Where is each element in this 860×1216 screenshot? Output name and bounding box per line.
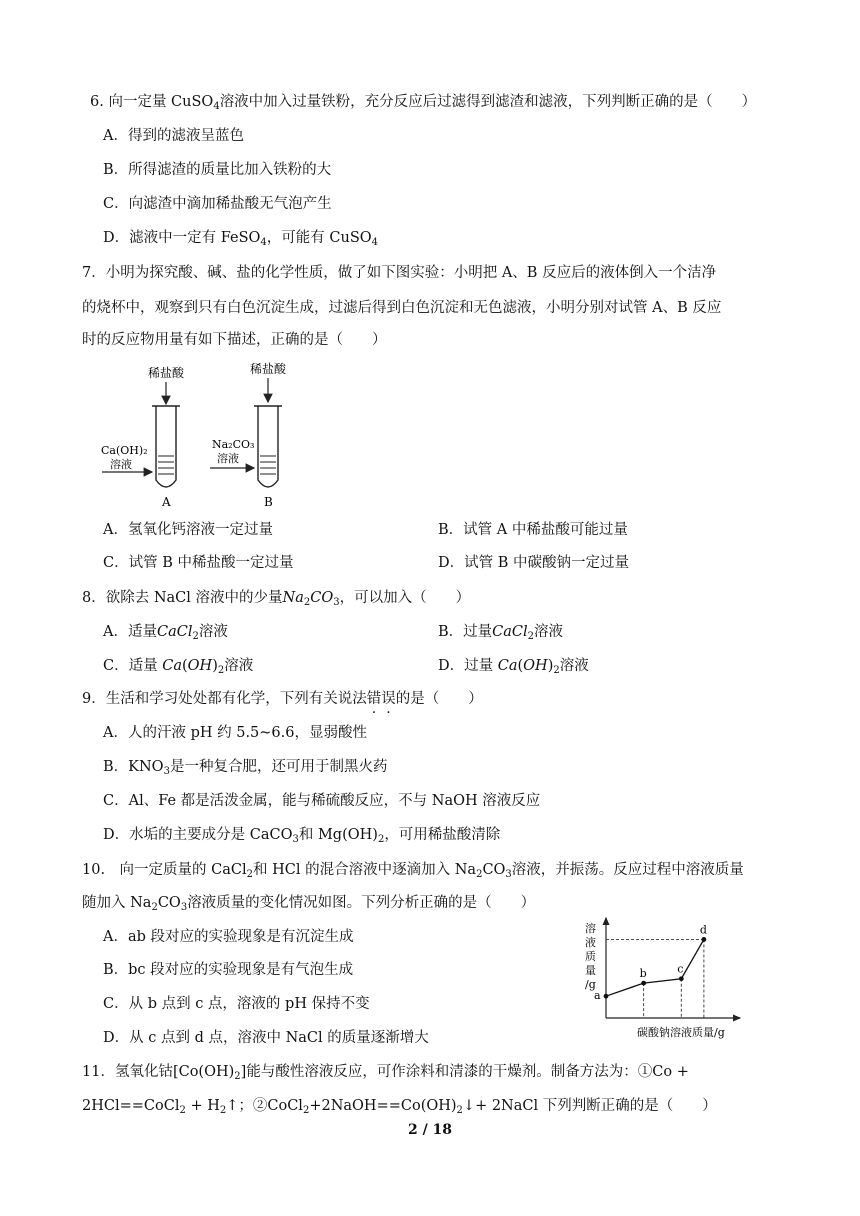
chart-point-b — [641, 981, 646, 986]
chart-point-label-c: c — [677, 962, 684, 976]
tube-b-acid-label: 稀盐酸 — [250, 362, 287, 376]
q9-option-c[interactable]: C．Al、Fe 都是活泼金属，能与稀硫酸反应，不与 NaOH 溶液反应 — [103, 793, 541, 809]
q7-option-b[interactable]: B．试管 A 中稀盐酸可能过量 — [438, 522, 628, 538]
page-number: 2 / 18 — [407, 1122, 453, 1138]
chart-point-label-b: b — [639, 967, 647, 981]
chart-point-label-d: d — [699, 923, 707, 937]
chart-ylabel-3: 质 — [585, 950, 596, 963]
q7-stem-line-3: 时的反应物用量有如下描述，正确的是（ ） — [82, 332, 387, 348]
q7-stem-line-2: 的烧杯中，观察到只有白色沉淀生成，过滤后得到白色沉淀和无色滤液，小明分别对试管 A、B 反应 — [82, 300, 722, 316]
q8-option-d[interactable]: D．过量 $Ca(OH)_2$溶液 — [438, 658, 589, 676]
chart-point-d — [701, 937, 706, 942]
chart-series-line — [606, 939, 704, 996]
q8-option-c[interactable]: C．适量 $Ca(OH)_2$溶液 — [103, 658, 254, 676]
chart-ylabel-5: /g — [585, 978, 596, 991]
q10-option-d[interactable]: D．从 c 点到 d 点，溶液中 NaCl 的质量逐渐增大 — [103, 1030, 429, 1046]
q10-option-c[interactable]: C．从 b 点到 c 点，溶液的 pH 保持不变 — [103, 996, 370, 1012]
q8-stem: 8．欲除去 NaCl 溶液中的少量$Na_2CO_3$，可以加入（ ） — [82, 590, 471, 608]
q6-option-b[interactable]: B．所得滤渣的质量比加入铁粉的大 — [103, 162, 332, 178]
tube-a-reagent-label-2: 溶液 — [110, 458, 132, 471]
q11-stem-line-1: 11．氢氧化钴$[Co(OH)_2]$能与酸性溶液反应，可作涂料和清漆的干燥剂。制备方法为：①Co + — [82, 1064, 689, 1082]
tube-a-acid-label: 稀盐酸 — [148, 366, 185, 380]
chart-ylabel-1: 溶 — [585, 922, 596, 935]
q6-option-d[interactable]: D．滤液中一定有 FeSO$_4$，可能有 CuSO$_4$ — [103, 230, 379, 248]
q9-option-a[interactable]: A．人的汗液 pH 约 5.5~6.6，显弱酸性 — [103, 725, 367, 741]
chart-ylabel-2: 液 — [585, 936, 596, 949]
q6-option-a[interactable]: A．得到的滤液呈蓝色 — [103, 128, 244, 144]
test-tube-b — [254, 406, 282, 487]
q7-option-c[interactable]: C．试管 B 中稀盐酸一定过量 — [103, 555, 294, 571]
q6-option-c[interactable]: C．向滤渣中滴加稀盐酸无气泡产生 — [103, 196, 332, 212]
tube-b-reagent-label-2: 溶液 — [217, 452, 239, 465]
q10-stem-line-2: 随加入 $Na_2CO_3$溶液质量的变化情况如图。下列分析正确的是（ ） — [82, 895, 536, 913]
chart-point-c — [679, 976, 684, 981]
tube-a-reagent-label-1: Ca(OH)₂ — [101, 444, 148, 457]
q10-stem-line-1: 10. 向一定质量的 CaCl$_2$和 HCl 的混合溶液中逐滴加入 $Na_2CO_3$溶液，并振荡。反应过程中溶液质量 — [82, 862, 744, 880]
q11-stem-line-2: 2HCl==CoCl$_2$ + $H_2↑$；$②CoCl_2+2NaOH==Co(OH)_2↓+$ 2NaCl 下列判断正确的是（ ） — [82, 1098, 717, 1116]
test-tube-a — [152, 406, 180, 487]
q6-stem: 6. 向一定量 CuSO$_4$溶液中加入过量铁粉，充分反应后过滤得到滤渣和滤液，下列判断正确的是（ ） — [90, 94, 757, 112]
q7-option-d[interactable]: D．试管 B 中碳酸钠一定过量 — [438, 555, 629, 571]
q8-option-a[interactable]: A．适量CaCl$_2$溶液 — [103, 624, 228, 642]
emphasis-dot-1: 错 — [366, 691, 382, 707]
tube-a-label: A — [162, 495, 171, 509]
q9-option-b[interactable]: B．$KNO_3$是一种复合肥，还可用于制黑火药 — [103, 759, 388, 777]
chart-xlabel: 碳酸钠溶液质量/g — [637, 1026, 725, 1039]
chart-ylabel-4: 量 — [585, 964, 596, 977]
q9-option-d[interactable]: D．水垢的主要成分是 CaCO$_3$和 $Mg(OH)_2$，可用稀盐酸清除 — [103, 827, 501, 845]
tube-b-reagent-label-1: Na₂CO₃ — [212, 438, 255, 451]
q7-test-tube-figure — [96, 358, 296, 510]
chart-point-a — [604, 994, 609, 999]
tube-b-label: B — [264, 495, 273, 509]
q9-stem: 9．生活和学习处处都有化学，下列有关说法错误的是（ ） — [82, 691, 483, 707]
q10-option-a[interactable]: A．ab 段对应的实验现象是有沉淀生成 — [103, 929, 354, 945]
chart-point-label-a: a — [594, 989, 601, 1003]
q10-option-b[interactable]: B．bc 段对应的实验现象是有气泡生成 — [103, 962, 354, 978]
emphasis-dot-2: 误 — [381, 691, 396, 707]
q8-option-b[interactable]: B．过量CaCl$_2$溶液 — [438, 624, 564, 642]
q10-mass-chart — [580, 916, 746, 1042]
q7-option-a[interactable]: A．氢氧化钙溶液一定过量 — [103, 522, 273, 538]
q7-stem-line-1: 7．小明为探究酸、碱、盐的化学性质，做了如下图实验：小明把 A、B 反应后的液体倒入一个洁净 — [82, 265, 717, 281]
